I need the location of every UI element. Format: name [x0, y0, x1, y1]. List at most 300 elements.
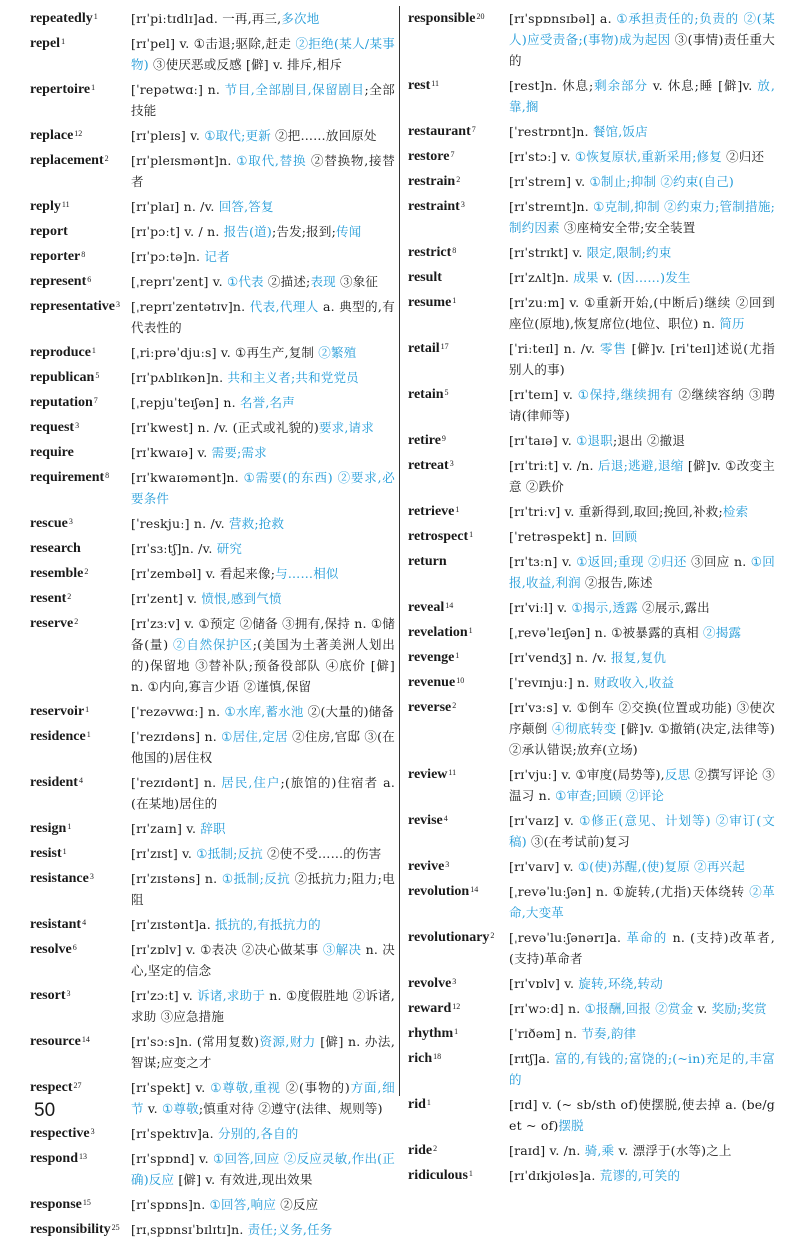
- frequency-count: 20: [476, 12, 485, 21]
- frequency-count: 6: [72, 943, 77, 952]
- dictionary-entry: [408, 973, 775, 994]
- highlighted-meaning: 辞职: [200, 821, 226, 836]
- dictionary-entry: [30, 125, 395, 146]
- highlighted-meaning: 餐馆,饭店: [592, 124, 648, 139]
- highlighted-meaning: ①代表: [226, 274, 264, 289]
- definition-text: [ˈriːteɪl] n. /v.: [509, 341, 601, 356]
- headword: [408, 973, 509, 994]
- frequency-count: 1: [91, 83, 96, 92]
- headword: [30, 1077, 131, 1098]
- frequency-count: 1: [67, 822, 72, 831]
- highlighted-meaning: 资源,财力: [259, 1034, 316, 1049]
- highlighted-meaning: 骑,乘: [584, 1143, 615, 1158]
- definition-text: [rɪˈzaɪn] v.: [131, 821, 201, 836]
- dictionary-entry: [408, 881, 775, 923]
- highlighted-meaning: 剩余部分: [593, 78, 648, 93]
- headword-text: rhythm: [408, 1026, 454, 1041]
- definition: [131, 1077, 395, 1119]
- definition-text: [rɪˈzɜːv] v. ①预定 ②储备 ③拥有,保持 n. ①储备(量): [131, 616, 395, 652]
- definition-text: [ˈretrəspekt] n.: [509, 529, 612, 544]
- frequency-count: 14: [445, 601, 454, 610]
- definition: [131, 1194, 395, 1215]
- headword-text: report: [30, 224, 68, 239]
- frequency-count: 17: [440, 342, 449, 351]
- headword: [30, 342, 131, 363]
- headword: [30, 442, 131, 463]
- frequency-count: 11: [448, 768, 457, 777]
- highlighted-meaning: ①抵制;反抗: [196, 846, 263, 861]
- dictionary-entry: [408, 672, 775, 693]
- headword-text: revenge: [408, 650, 455, 665]
- definition: [509, 810, 775, 852]
- definition: [509, 242, 775, 263]
- headword: [408, 927, 509, 948]
- definition-text: ②继续容纳 ③聘请(律师等): [509, 387, 776, 423]
- headword: [408, 764, 509, 785]
- headword: [408, 697, 509, 718]
- definition-text: v.: [693, 1001, 712, 1016]
- headword: [408, 998, 509, 1019]
- definition: [509, 927, 775, 969]
- highlighted-meaning: ②反应灵敏,作出(正确)反应: [131, 1151, 395, 1187]
- highlighted-meaning: 节奏,韵律: [581, 1026, 637, 1041]
- headword: [408, 75, 509, 96]
- definition-text: [rɪˈzɔːt] v.: [131, 988, 198, 1003]
- headword: [30, 79, 131, 100]
- headword: [408, 672, 509, 693]
- headword-text: reserve: [30, 616, 74, 631]
- definition-text: [rɪˈpɔːtə]n.: [131, 249, 205, 264]
- headword-text: revolution: [408, 884, 470, 899]
- definition-text: ③(事情)责任重大的: [509, 32, 776, 68]
- definition-text: [rɪˈstreɪnt]n.: [509, 199, 594, 214]
- dictionary-entry: [408, 1023, 775, 1044]
- definition-text: a. 典型的,有代表性的: [131, 299, 395, 335]
- headword-text: representative: [30, 299, 116, 314]
- headword: [30, 125, 131, 146]
- definition: [509, 75, 775, 117]
- definition-text: [ˈrezɪdəns] n.: [131, 729, 222, 744]
- definition-text: [rɪˌspɒnsɪˈbɪlɪtɪ]n.: [131, 1222, 248, 1237]
- definition-text: [rɪˈvjuː] v. ①审度(局势等),: [509, 767, 665, 782]
- headword: [30, 513, 131, 534]
- definition: [131, 417, 395, 438]
- definition-text: ②归还: [721, 149, 765, 164]
- headword-text: research: [30, 541, 81, 556]
- highlighted-meaning: 摆脱: [558, 1118, 584, 1133]
- highlighted-meaning: ②揭露: [703, 625, 742, 640]
- definition-text: [ˌreprɪˈzentətɪv]n.: [131, 299, 250, 314]
- definition-text: ③回应 n.: [686, 554, 751, 569]
- frequency-count: 1: [61, 37, 66, 46]
- right-column: [408, 8, 775, 1190]
- definition: [509, 338, 775, 380]
- dictionary-entry: [30, 538, 395, 559]
- dictionary-entry: [408, 1140, 775, 1161]
- headword-text: resource: [30, 1034, 81, 1049]
- highlighted-meaning: ②审订(文稿): [509, 813, 775, 849]
- headword: [408, 384, 509, 405]
- highlighted-meaning: ①保持,继续拥有: [577, 387, 674, 402]
- frequency-count: 1: [455, 505, 460, 514]
- dictionary-entry: [30, 246, 395, 267]
- definition-text: [rɪˈzent] v.: [131, 591, 202, 606]
- definition-text: [ˈrepətwɑː] n.: [131, 82, 225, 97]
- definition: [131, 1219, 395, 1240]
- headword-text: repeatedly: [30, 11, 93, 26]
- frequency-count: 1: [91, 346, 96, 355]
- highlighted-meaning: ②约束力;管制措施;制约因素: [509, 199, 775, 235]
- dictionary-entry: [408, 242, 775, 263]
- definition: [509, 1094, 775, 1136]
- definition-text: [rɪˈspɒns]n.: [131, 1197, 210, 1212]
- dictionary-entry: [408, 526, 775, 547]
- definition: [131, 1123, 395, 1144]
- dictionary-entry: [30, 221, 395, 242]
- dictionary-entry: [408, 146, 775, 167]
- dictionary-entry: [30, 1194, 395, 1215]
- dictionary-entry: [408, 927, 775, 969]
- definition-text: ;(旅馆的)住宿者 a. (在某地)居住的: [131, 775, 395, 811]
- frequency-count: 3: [460, 200, 465, 209]
- frequency-count: 9: [441, 434, 446, 443]
- definition-text: [rɪˈtɜːn] v.: [509, 554, 577, 569]
- definition-text: [rɪˈzɪst] v.: [131, 846, 197, 861]
- headword: [30, 367, 131, 388]
- dictionary-entry: [30, 726, 395, 768]
- highlighted-meaning: ①尊敬,重视: [210, 1080, 281, 1095]
- definition-text: ;全部技能: [131, 82, 395, 118]
- headword: [30, 701, 131, 722]
- dictionary-entry: [408, 764, 775, 806]
- definition: [131, 8, 395, 29]
- headword: [30, 150, 131, 171]
- definition-text: [rɪˈteɪn] v.: [509, 387, 578, 402]
- dictionary-entry: [408, 1048, 775, 1090]
- headword-text: result: [408, 270, 442, 285]
- page-number: 50: [34, 1100, 56, 1121]
- frequency-count: 25: [111, 1223, 120, 1232]
- definition-text: [rɪˈtriːv] v. 重新得到,取回;挽回,补救;: [509, 504, 723, 519]
- frequency-count: 3: [90, 1127, 95, 1136]
- headword-text: resistance: [30, 871, 89, 886]
- headword: [408, 501, 509, 522]
- definition-text: v. 休息;睡 [僻]v.: [647, 78, 758, 93]
- headword: [30, 221, 131, 242]
- headword: [30, 246, 131, 267]
- headword: [30, 914, 131, 935]
- frequency-count: 4: [82, 918, 87, 927]
- headword-text: reservoir: [30, 704, 85, 719]
- definition: [509, 881, 775, 923]
- headword-text: revive: [408, 859, 445, 874]
- definition: [509, 146, 775, 167]
- definition-text: [rɪˈkwest] n. /v. (正式或礼貌的): [131, 420, 319, 435]
- frequency-count: 7: [93, 396, 98, 405]
- headword: [408, 1165, 509, 1186]
- headword: [408, 622, 509, 643]
- definition: [131, 442, 395, 463]
- highlighted-meaning: ①尊敬: [162, 1101, 199, 1116]
- frequency-count: 3: [89, 872, 94, 881]
- headword-text: restore: [408, 149, 450, 164]
- headword-text: retrieve: [408, 504, 455, 519]
- frequency-count: 14: [470, 885, 479, 894]
- dictionary-entry: [408, 622, 775, 643]
- headword: [408, 292, 509, 313]
- highlighted-meaning: ①回答,响应: [209, 1197, 277, 1212]
- highlighted-meaning: 记者: [204, 249, 230, 264]
- headword-text: review: [408, 767, 448, 782]
- definition-text: [ˌrevəˈluːʃən] n. ①旋转,(尤指)天体绕转: [509, 884, 750, 899]
- highlighted-meaning: ①返回;重现: [576, 554, 644, 569]
- definition-text: [rɪˈpiːtɪdlɪ]ad. 一再,再三,: [131, 11, 282, 26]
- dictionary-entry: [30, 296, 395, 338]
- frequency-count: 2: [433, 1144, 438, 1153]
- dictionary-entry: [30, 701, 395, 722]
- dictionary-entry: [30, 1123, 395, 1144]
- dictionary-entry: [408, 338, 775, 380]
- headword-text: rich: [408, 1051, 433, 1066]
- definition: [131, 367, 395, 388]
- dictionary-entry: [30, 588, 395, 609]
- headword: [30, 538, 131, 559]
- frequency-count: 2: [452, 701, 457, 710]
- definition-text: ②描述;: [263, 274, 311, 289]
- headword-text: restraint: [408, 199, 460, 214]
- highlighted-meaning: ①揭示,透露: [571, 600, 638, 615]
- highlighted-meaning: ④彻底转变: [552, 721, 617, 736]
- definition-text: [rɪˈspɒnd] v.: [131, 1151, 214, 1166]
- frequency-count: 3: [66, 989, 71, 998]
- definition-text: n. ①度假胜地 ②诉诸,求助 ③应急措施: [131, 988, 395, 1024]
- headword: [30, 985, 131, 1006]
- dictionary-entry: [30, 8, 395, 29]
- headword-text: requirement: [30, 470, 105, 485]
- frequency-count: 2: [74, 617, 79, 626]
- definition-text: [ˌrevəˈleɪʃən] n. ①被暴露的真相: [509, 625, 704, 640]
- headword: [408, 121, 509, 142]
- headword-text: respect: [30, 1080, 73, 1095]
- definition-text: ②报告,陈述: [580, 575, 653, 590]
- frequency-count: 3: [452, 977, 457, 986]
- frequency-count: 11: [61, 200, 70, 209]
- frequency-count: 6: [87, 275, 92, 284]
- highlighted-meaning: 需要;需求: [211, 445, 267, 460]
- headword: [30, 843, 131, 864]
- definition: [131, 772, 395, 814]
- headword: [30, 818, 131, 839]
- definition-text: [rɪˈstreɪn] v.: [509, 174, 590, 189]
- headword-text: revise: [408, 813, 443, 828]
- headword-text: resemble: [30, 566, 84, 581]
- definition-text: [rɪˈsɜːtʃ]n. /v.: [131, 541, 217, 556]
- frequency-count: 7: [471, 125, 476, 134]
- definition-text: [ˈrɪðəm] n.: [509, 1026, 582, 1041]
- highlighted-meaning: 诉诸,求助于: [197, 988, 266, 1003]
- definition-text: ②抵抗力;阻力;电阻: [131, 871, 396, 907]
- headword: [408, 551, 509, 572]
- dictionary-entry: [408, 501, 775, 522]
- headword: [408, 8, 509, 29]
- definition-text: ②(事物的): [280, 1080, 350, 1095]
- dictionary-entry: [30, 367, 395, 388]
- frequency-count: 1: [469, 530, 474, 539]
- frequency-count: 11: [431, 79, 439, 88]
- definition-text: [ˈrevɪnjuː] n.: [509, 675, 594, 690]
- headword: [30, 296, 131, 317]
- highlighted-meaning: 节目,全部剧目,保留剧目: [224, 82, 365, 97]
- headword: [408, 526, 509, 547]
- highlighted-meaning: 与……相似: [275, 566, 339, 581]
- headword-text: respective: [30, 1126, 90, 1141]
- definition-text: [rɪˈzɒlv] v. ①表决 ②决心做某事: [131, 942, 323, 957]
- column-divider: [399, 6, 400, 1096]
- dictionary-entry: [30, 33, 395, 75]
- headword-text: resign: [30, 821, 67, 836]
- definition-text: v.: [143, 1101, 163, 1116]
- definition-text: [rɪd] v. (~ sb/sth of)使摆脱,使去掉 a. (be/get ~ of): [509, 1097, 775, 1133]
- headword: [408, 1140, 509, 1161]
- definition: [131, 221, 395, 242]
- frequency-count: 18: [433, 1052, 442, 1061]
- headword-text: reveal: [408, 600, 445, 615]
- headword-text: represent: [30, 274, 87, 289]
- headword-text: reverse: [408, 700, 452, 715]
- dictionary-entry: [30, 513, 395, 534]
- dictionary-entry: [408, 551, 775, 593]
- dictionary-entry: [30, 1077, 395, 1119]
- headword-text: resist: [30, 846, 62, 861]
- headword: [30, 467, 131, 488]
- definition: [509, 267, 775, 288]
- definition: [509, 973, 775, 994]
- dictionary-entry: [30, 914, 395, 935]
- frequency-count: 15: [82, 1198, 91, 1207]
- headword: [408, 881, 509, 902]
- headword-text: revelation: [408, 625, 468, 640]
- definition: [131, 613, 395, 697]
- headword-text: resolve: [30, 942, 72, 957]
- definition: [131, 342, 395, 363]
- frequency-count: 1: [455, 651, 460, 660]
- definition-text: [ˌrevəˈluːʃənərɪ]a.: [509, 930, 627, 945]
- frequency-count: 1: [62, 847, 67, 856]
- frequency-count: 8: [81, 250, 86, 259]
- definition: [131, 33, 395, 75]
- highlighted-meaning: ②拒绝(某人/某事物): [131, 36, 396, 72]
- headword-text: ride: [408, 1143, 433, 1158]
- frequency-count: 3: [68, 517, 73, 526]
- highlighted-meaning: 责任;义务,任务: [247, 1222, 333, 1237]
- highlighted-meaning: ①制止;抑制: [589, 174, 657, 189]
- definition-text: n. (支持)改革者,(支持)革命者: [509, 930, 775, 966]
- highlighted-meaning: 方面,细节: [131, 1080, 395, 1116]
- headword: [408, 242, 509, 263]
- highlighted-meaning: ①(使)苏醒,(使)复原: [577, 859, 690, 874]
- definition-text: [rɪˈtriːt] v. /n.: [509, 458, 599, 473]
- definition-text: [rɪˈspɒnsɪbəl] a.: [509, 11, 617, 26]
- highlighted-meaning: 营救;抢救: [229, 516, 285, 531]
- highlighted-meaning: ①需要(的东西): [243, 470, 333, 485]
- frequency-count: 5: [95, 371, 100, 380]
- headword-text: require: [30, 445, 74, 460]
- dictionary-entry: [408, 697, 775, 760]
- definition-text: [僻]v. [riˈteɪl]述说(尤指别人的事): [509, 341, 775, 377]
- definition-text: [rɪˈpleɪsmənt]n.: [131, 153, 237, 168]
- highlighted-meaning: ②再兴起: [694, 859, 745, 874]
- headword-text: revolutionary: [408, 930, 490, 945]
- dictionary-entry: [30, 271, 395, 292]
- definition: [131, 246, 395, 267]
- definition-text: [rɪˈspektɪv]a.: [131, 1126, 219, 1141]
- definition: [131, 467, 395, 509]
- definition-text: [rɪˈstrɪkt] v.: [509, 245, 587, 260]
- dictionary-entry: [408, 1094, 775, 1136]
- highlighted-meaning: 多次地: [281, 11, 320, 26]
- dictionary-entry: [408, 597, 775, 618]
- definition: [509, 121, 775, 142]
- highlighted-meaning: ①克制,抑制: [593, 199, 660, 214]
- highlighted-meaning: 零售: [600, 341, 627, 356]
- headword-text: reply: [30, 199, 61, 214]
- frequency-count: 8: [452, 246, 457, 255]
- definition-text: [rɪˈdɪkjʊləs]a.: [509, 1168, 600, 1183]
- definition-text: [raɪd] v. /n.: [509, 1143, 585, 1158]
- definition: [131, 271, 395, 292]
- frequency-count: 2: [490, 931, 495, 940]
- headword-text: resistant: [30, 917, 82, 932]
- frequency-count: 12: [452, 1002, 461, 1011]
- definition: [509, 551, 775, 593]
- dictionary-entry: [30, 843, 395, 864]
- definition-text: v. 漂浮于(水等)之上: [614, 1143, 732, 1158]
- dictionary-entry: [408, 292, 775, 334]
- definition-text: [rɪˈvɒlv] v.: [509, 976, 579, 991]
- definition: [131, 701, 395, 722]
- dictionary-entry: [408, 455, 775, 497]
- definition: [509, 1165, 775, 1186]
- frequency-count: 3: [75, 421, 80, 430]
- headword-text: resort: [30, 988, 66, 1003]
- dictionary-entry: [30, 442, 395, 463]
- frequency-count: 14: [81, 1035, 90, 1044]
- dictionary-entry: [30, 868, 395, 910]
- headword-text: response: [30, 1197, 82, 1212]
- definition: [131, 125, 395, 146]
- dictionary-entry: [30, 417, 395, 438]
- frequency-count: 2: [67, 592, 72, 601]
- definition-text: [rɪˈplaɪ] n. /v.: [131, 199, 219, 214]
- definition: [131, 588, 395, 609]
- headword: [408, 455, 509, 476]
- definition: [509, 1023, 775, 1044]
- dictionary-entry: [30, 196, 395, 217]
- highlighted-meaning: 检索: [722, 504, 749, 519]
- highlighted-meaning: 传闻: [336, 224, 362, 239]
- definition: [131, 914, 395, 935]
- headword: [408, 196, 509, 217]
- definition-text: [僻]v. ①撤销(决定,法律等) ②承认错误;放弃(立场): [509, 721, 775, 757]
- definition-text: ②展示,露出: [637, 600, 710, 615]
- headword-text: resent: [30, 591, 67, 606]
- frequency-count: 4: [443, 814, 448, 823]
- highlighted-meaning: 愤恨,感到气愤: [201, 591, 282, 606]
- highlighted-meaning: ①修正(意见、计划等): [579, 813, 711, 828]
- definition: [131, 150, 395, 192]
- definition: [509, 292, 775, 334]
- dictionary-entry: [30, 342, 395, 363]
